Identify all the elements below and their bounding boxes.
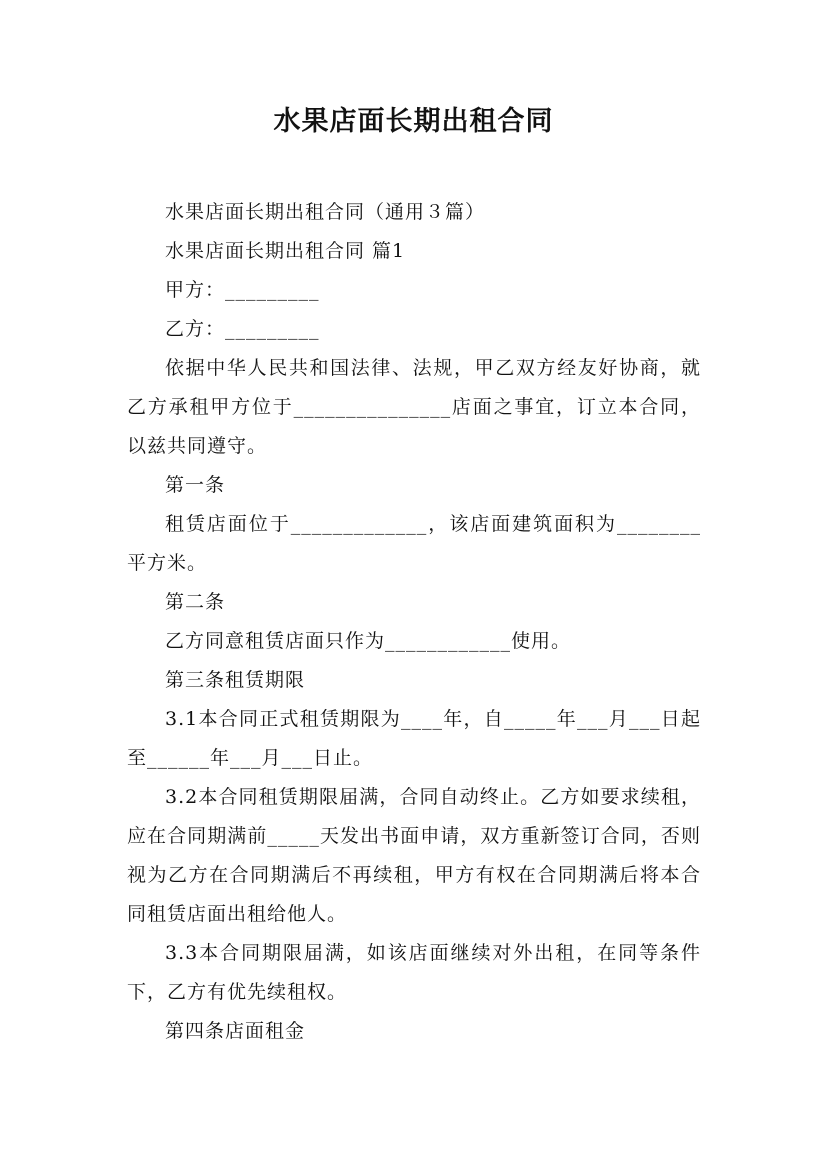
paragraph-article-3-2: 3.2本合同租赁期限届满，合同自动终止。乙方如要求续租，应在合同期满前_____天发出书面申请，双方重新签订合同，否则视为乙方在合同期满后不再续租，甲方有权在合同期满后将本合同租赁店面出租给他人。 [127, 786, 701, 925]
paragraph-party-a: 甲方：_________ [165, 279, 320, 301]
paragraph-party-b: 乙方：_________ [165, 318, 320, 340]
paragraph-article-3-heading: 第三条租赁期限 [165, 669, 306, 691]
paragraph-article-2-text: 乙方同意租赁店面只作为____________使用。 [165, 630, 572, 652]
paragraph-article-1-heading: 第一条 [165, 474, 226, 496]
document-title: 水果店面长期出租合同 [273, 106, 554, 137]
paragraph-article-2-heading: 第二条 [165, 591, 226, 613]
paragraph-preamble: 依据中华人民共和国法律、法规，甲乙双方经友好协商，就乙方承租甲方位于_______________店面之事宜，订立本合同，以兹共同遵守。 [127, 357, 701, 457]
paragraph-article-4-heading: 第四条店面租金 [165, 1020, 306, 1042]
paragraph-article-3-3: 3.3本合同期限届满，如该店面继续对外出租，在同等条件下，乙方有优先续租权。 [127, 942, 701, 1003]
document-body [127, 193, 701, 1051]
paragraph-article-3-1: 3.1本合同正式租赁期限为____年，自_____年___月___日起至______年___月___日止。 [127, 708, 701, 769]
paragraph-subtitle: 水果店面长期出租合同（通用３篇） [165, 201, 486, 223]
paragraph-section-heading: 水果店面长期出租合同 篇1 [165, 240, 406, 262]
paragraph-article-1-text: 租赁店面位于_____________，该店面建筑面积为________平方米。 [127, 513, 701, 574]
